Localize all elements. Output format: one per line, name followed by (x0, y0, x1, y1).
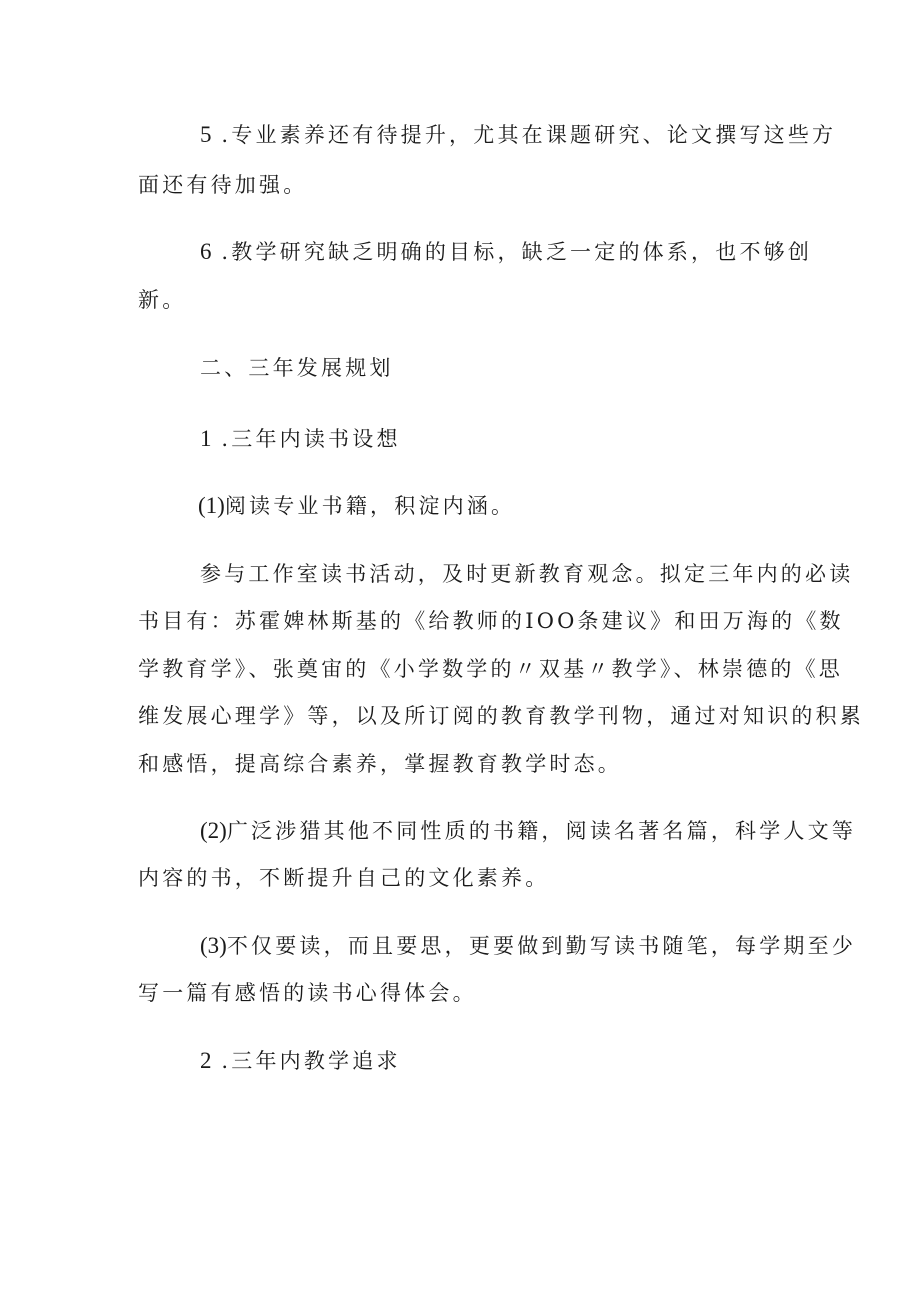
item-5-text: .专业素养还有待提升，尤其在课题研究、论文撰写这些方 (211, 123, 837, 147)
item-6-text: .教学研究缺乏明确的目标，缺乏一定的体系，也不够创 (211, 240, 813, 264)
reading-3-number: (3) (200, 933, 227, 958)
subheading-1-number: 1 (200, 426, 212, 451)
subheading-2-number: 2 (200, 1048, 212, 1073)
subheading-1 (200, 425, 401, 453)
subheading-2 (200, 1047, 401, 1075)
item-6-line-2: 新。 (138, 288, 187, 312)
section-heading: 二、三年发展规划 (200, 356, 394, 380)
subheading-2-text: .三年内教学追求 (211, 1049, 401, 1073)
reading-2-line-2: 内容的书，不断提升自己的文化素养。 (138, 866, 550, 890)
reading-1-body-line-5: 和感悟，提高综合素养，掌握教育教学时态。 (138, 752, 622, 776)
reading-1-body-line-4: 维发展心理学》等，以及所订阅的教育教学刊物，通过对知识的积累 (138, 704, 864, 728)
reading-1-body-line-1: 参与工作室读书活动，及时更新教育观念。拟定三年内的必读 (200, 562, 854, 586)
reading-3-line-1 (200, 932, 856, 960)
item-6-line-1 (200, 238, 812, 266)
item-5-line-1 (200, 121, 836, 149)
reading-3-text: 不仅要读，而且要思，更要做到勤写读书随笔，每学期至少 (226, 934, 857, 958)
subheading-1-text: .三年内读书设想 (211, 427, 401, 451)
item-5-line-2: 面还有待加强。 (138, 173, 308, 197)
reading-1-number: (1) (198, 493, 225, 518)
reading-1-body-line-3: 学教育学》、张奠宙的《小学数学的〃双基〃教学》、林崇德的《思 (138, 657, 843, 681)
item-6-number: 6 (200, 239, 212, 264)
reading-1-heading (198, 492, 515, 520)
reading-1-text: 阅读专业书籍，积淀内涵。 (224, 494, 516, 518)
reading-2-text: 广泛涉猎其他不同性质的书籍，阅读名著名篇，科学人文等 (226, 819, 857, 843)
item-5-number: 5 (200, 122, 212, 147)
reading-1-body-line-2: 书目有：苏霍婢林斯基的《给教师的IOO条建议》和田万海的《数 (138, 609, 844, 633)
reading-2-line-1 (200, 817, 856, 845)
reading-2-number: (2) (200, 818, 227, 843)
reading-3-line-2: 写一篇有感悟的读书心得体会。 (138, 981, 477, 1005)
